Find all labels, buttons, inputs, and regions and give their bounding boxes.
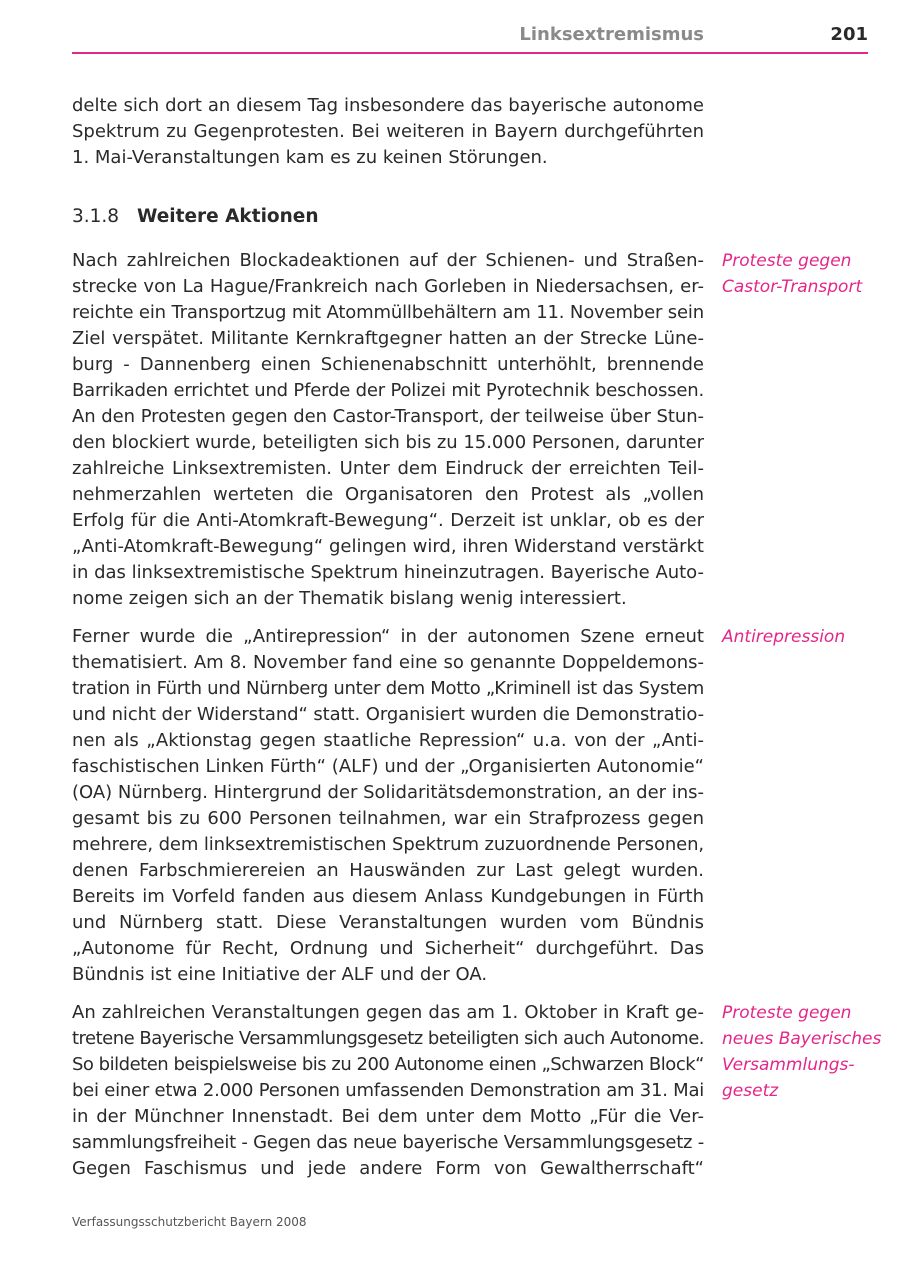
text-line: Barrikaden errichtet und Pferde der Polizei mit Pyrotechnik beschossen. [72, 380, 704, 401]
text-line: „Autonome für Recht, Ordnung und Sicherheit“ durchgeführt. Das [72, 938, 704, 959]
text-line: und Nürnberg statt. Diese Veranstaltungen wurden vom Bündnis [72, 912, 704, 933]
margin-note-line: gesetz [722, 1081, 779, 1101]
text-line: in das linksextremistische Spektrum hineinzutragen. Bayerische Auto- [72, 562, 704, 583]
text-line: So bildeten beispielsweise bis zu 200 Autonome einen „Schwarzen Block“ [72, 1054, 704, 1075]
paragraph-castor [72, 248, 704, 612]
text-line: (OA) Nürnberg. Hintergrund der Solidaritätsdemonstration, an der ins- [72, 782, 704, 803]
text-line: An den Protesten gegen den Castor-Transport, der teilweise über Stun- [72, 406, 704, 427]
text-line: tration in Fürth und Nürnberg unter dem Motto „Kriminell ist das System [72, 678, 704, 699]
margin-note-castor [722, 248, 882, 300]
heading-number: 3.1.8 [72, 206, 120, 227]
page-number: 201 [830, 24, 868, 45]
text-line: delte sich dort an diesem Tag insbesondere das bayerische autonome [72, 95, 704, 116]
text-line: in der Münchner Innenstadt. Bei dem unter dem Motto „Für die Ver- [72, 1106, 704, 1127]
margin-note-antirepression [722, 624, 882, 650]
margin-note-line: Proteste gegen [722, 251, 852, 271]
page-footer: Verfassungsschutzbericht Bayern 2008 [72, 1215, 307, 1229]
text-line: tretene Bayerische Versammlungsgesetz beteiligten sich auch Autonome. [72, 1028, 704, 1049]
margin-note-line: Antirepression [722, 627, 846, 647]
paragraph-antirepression [72, 624, 704, 988]
text-line: mehrere, dem linksextremistischen Spektrum zuzuordnende Personen, [72, 834, 704, 855]
section-title: Linksextremismus [519, 24, 704, 45]
margin-note-line: Versammlungs- [722, 1055, 855, 1075]
margin-note-versammlungsgesetz [722, 1000, 882, 1104]
text-line: Ferner wurde die „Antirepression“ in der autonomen Szene erneut [72, 626, 704, 647]
text-line: zahlreiche Linksextremisten. Unter dem Eindruck der erreichten Teil- [72, 458, 704, 479]
text-line: Spektrum zu Gegenprotesten. Bei weiteren in Bayern durchgeführten [72, 121, 704, 142]
text-line: reichte ein Transportzug mit Atommüllbehältern am 11. November sein [72, 302, 704, 323]
text-line: sammlungsfreiheit - Gegen das neue bayerische Versammlungsgesetz - [72, 1132, 704, 1153]
text-line: An zahlreichen Veranstaltungen gegen das am 1. Oktober in Kraft ge- [72, 1002, 704, 1023]
text-line: Bereits im Vorfeld fanden aus diesem Anlass Kundgebungen in Fürth [72, 886, 704, 907]
text-line: Bündnis ist eine Initiative der ALF und der OA. [72, 964, 488, 985]
text-line: thematisiert. Am 8. November fand eine so genannte Doppeldemons- [72, 652, 704, 673]
margin-note-line: neues Bayerisches [722, 1029, 882, 1049]
heading-title: Weitere Aktionen [136, 206, 319, 227]
text-line: und nicht der Widerstand“ statt. Organisiert wurden die Demonstratio- [72, 704, 704, 725]
text-line: nome zeigen sich an der Thematik bislang wenig interessiert. [72, 588, 627, 609]
text-line: Nach zahlreichen Blockadeaktionen auf der Schienen- und Straßen- [72, 250, 704, 271]
section-heading [72, 206, 319, 227]
margin-note-line: Proteste gegen [722, 1003, 852, 1023]
text-line: burg - Dannenberg einen Schienenabschnitt unterhöhlt, brennende [72, 354, 704, 375]
text-line: bei einer etwa 2.000 Personen umfassenden Demonstration am 31. Mai [72, 1080, 704, 1101]
text-line: strecke von La Hague/Frankreich nach Gorleben in Niedersachsen, er- [72, 276, 704, 297]
intro-paragraph [72, 93, 704, 171]
text-line: den blockiert wurde, beteiligten sich bis zu 15.000 Personen, darunter [72, 432, 704, 453]
text-line: „Anti-Atomkraft-Bewegung“ gelingen wird, ihren Widerstand verstärkt [72, 536, 704, 557]
text-line: gesamt bis zu 600 Personen teilnahmen, war ein Strafprozess gegen [72, 808, 704, 829]
text-line: nehmerzahlen werteten die Organisatoren den Protest als „vollen [72, 484, 704, 505]
text-line: faschistischen Linken Fürth“ (ALF) und der „Organisierten Autonomie“ [72, 756, 704, 777]
text-line: nen als „Aktionstag gegen staatliche Repression“ u.a. von der „Anti- [72, 730, 704, 751]
paragraph-versammlungsgesetz [72, 1000, 704, 1182]
text-line: Ziel verspätet. Militante Kernkraftgegner hatten an der Strecke Lüne- [72, 328, 704, 349]
text-line: 1. Mai-Veranstaltungen kam es zu keinen Störungen. [72, 147, 548, 168]
text-line: Erfolg für die Anti-Atomkraft-Bewegung“. Derzeit ist unklar, ob es der [72, 510, 704, 531]
running-header [72, 22, 868, 54]
text-line: Gegen Faschismus und jede andere Form von Gewaltherrschaft“ [72, 1158, 704, 1179]
margin-note-line: Castor-Transport [722, 277, 863, 297]
text-line: denen Farbschmierereien an Hauswänden zur Last gelegt wurden. [72, 860, 704, 881]
